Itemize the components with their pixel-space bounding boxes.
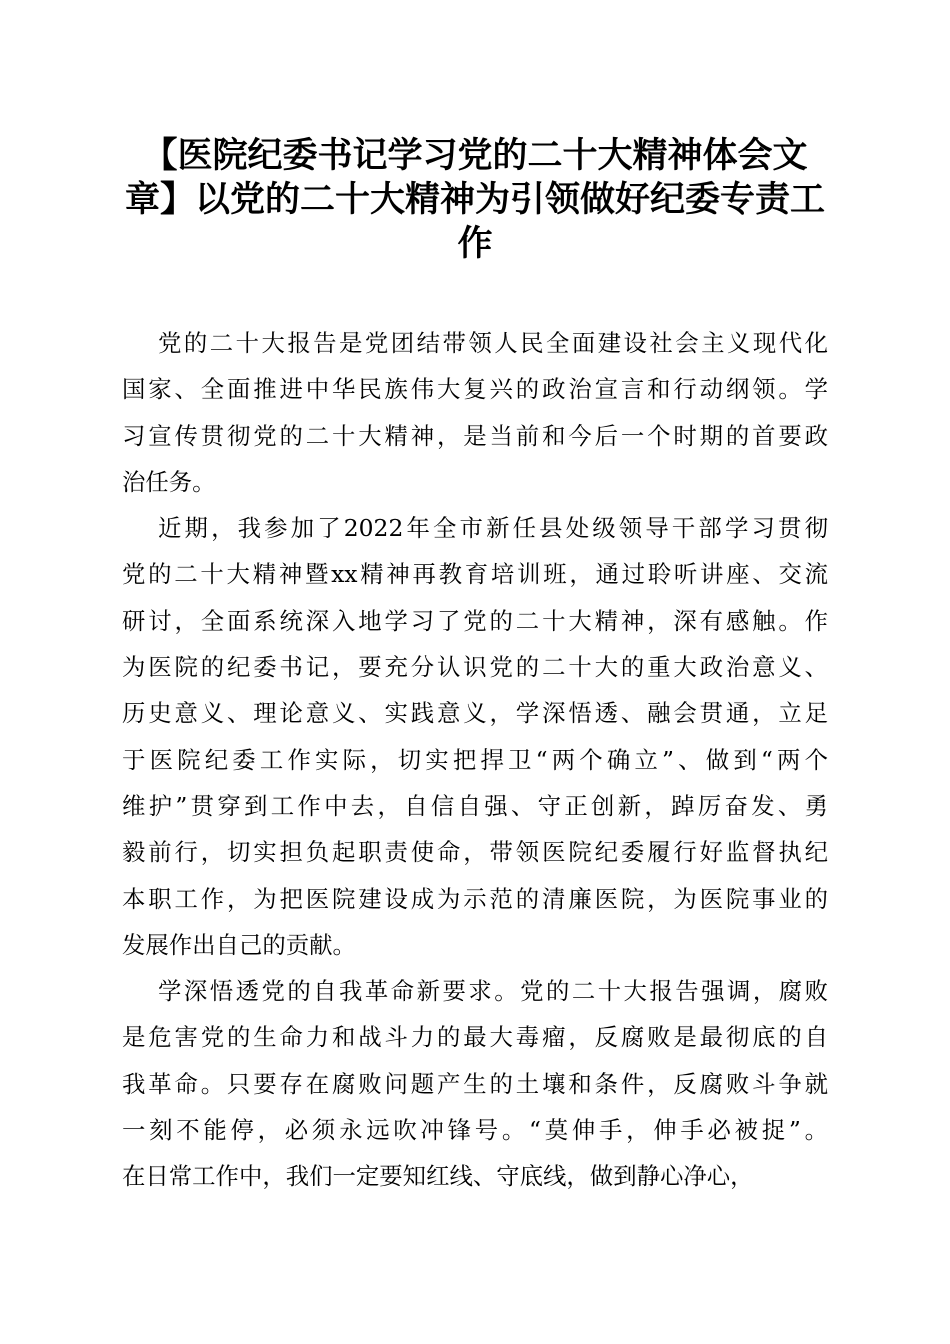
- text-line: 党的二十大精神暨xx精神再教育培训班，通过聆听讲座、交流: [122, 560, 828, 589]
- text-line: 于医院纪委工作实际，切实把捍卫“两个确立”、做到“两个: [122, 745, 828, 774]
- text-line: 毅前行，切实担负起职责使命，带领医院纪委履行好监督执纪: [122, 838, 828, 867]
- text-line: 习宣传贯彻党的二十大精神，是当前和今后一个时期的首要政: [122, 421, 828, 450]
- text-line: 维护”贯穿到工作中去，自信自强、守正创新，踔厉奋发、勇: [122, 791, 828, 820]
- title-line: 【医院纪委书记学习党的二十大精神体会文: [142, 135, 808, 176]
- text-line: 我革命。只要存在腐败问题产生的土壤和条件，反腐败斗争就: [122, 1069, 828, 1098]
- text-line: 是危害党的生命力和战斗力的最大毒瘤，反腐败是最彻底的自: [122, 1023, 828, 1052]
- text-line: 在日常工作中，我们一定要知红线、守底线，做到静心净心，: [122, 1162, 754, 1191]
- text-line: 本职工作，为把医院建设成为示范的清廉医院，为医院事业的: [122, 884, 828, 913]
- paragraph-2: [122, 505, 828, 968]
- title-line: 作: [457, 223, 493, 264]
- text-line: 历史意义、理论意义、实践意义，学深悟透、融会贯通，立足: [122, 699, 828, 728]
- text-line: 研讨，全面系统深入地学习了党的二十大精神，深有感触。作: [122, 606, 828, 635]
- text-line: 学深悟透党的自我革命新要求。党的二十大报告强调，腐败: [158, 977, 828, 1006]
- text-line: 党的二十大报告是党团结带领人民全面建设社会主义现代化: [158, 329, 828, 357]
- text-line: 为医院的纪委书记，要充分认识党的二十大的重大政治意义、: [122, 653, 828, 682]
- document-title: [110, 134, 840, 266]
- text-line: 近期，我参加了2022年全市新任县处级领导干部学习贯彻: [158, 514, 828, 543]
- title-line: 章】以党的二十大精神为引领做好纪委专责工: [124, 179, 825, 220]
- text-line: 发展作出自己的贡献。: [122, 930, 356, 959]
- paragraph-1: [122, 320, 828, 505]
- text-line: 一刻不能停，必须永远吹冲锋号。“莫伸手，伸手必被捉”。: [122, 1116, 828, 1145]
- document-body: [122, 320, 828, 1200]
- text-line: 国家、全面推进中华民族伟大复兴的政治宣言和行动纲领。学: [122, 375, 828, 404]
- text-line: 治任务。: [122, 467, 216, 496]
- paragraph-3: [122, 968, 828, 1199]
